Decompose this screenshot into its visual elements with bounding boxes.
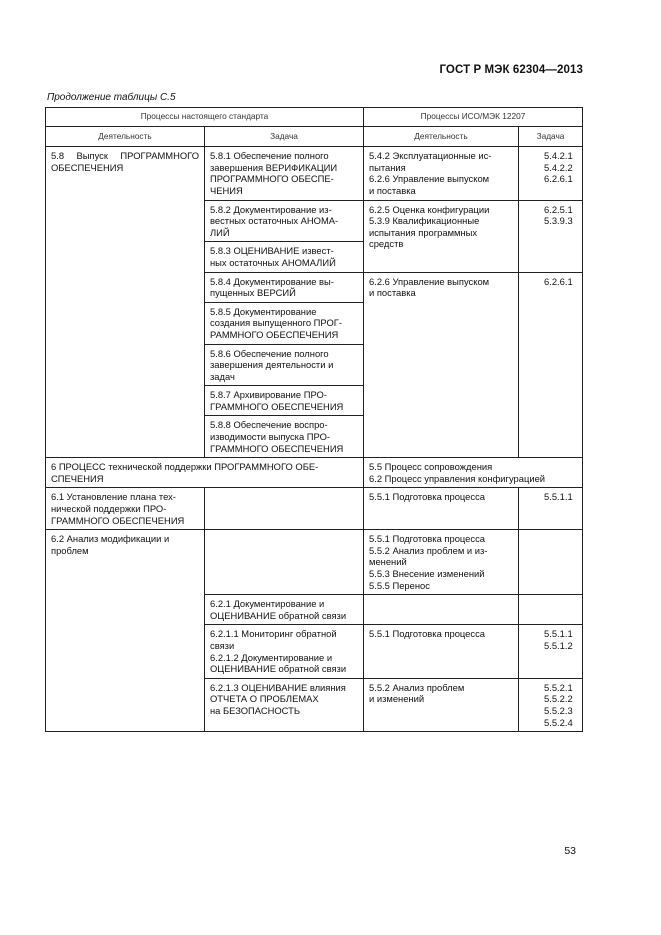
table-row: [46, 488, 583, 530]
column-header-activity: Деятельность: [46, 126, 205, 147]
group-header-standard: Процессы настоящего стандарта: [46, 108, 364, 127]
iso-activity-cell: 6.2.6 Управление выпуском и поставка: [364, 272, 519, 458]
iso-task-cell: 5.5.1.1: [519, 488, 583, 530]
task-cell: 6.2.1 Документирование и ОЦЕНИВАНИЕ обратной связи: [205, 595, 364, 625]
task-cell: 5.8.6 Обеспечение полного завершения деятельности и задач: [205, 344, 364, 386]
column-header-task: Задача: [205, 126, 364, 147]
column-header-iso-task: Задача: [519, 126, 583, 147]
group-header-iso: Процессы ИСО/МЭК 12207: [364, 108, 583, 127]
iso-activity-cell: 5.5.1 Подготовка процесса: [364, 488, 519, 530]
activity-cell: 6.2 Анализ модификации и проблем: [46, 530, 205, 732]
iso-activity-cell: 5.4.2 Эксплуатационные ис- пытания 6.2.6 Управление выпуском и поставка: [364, 147, 519, 200]
iso-task-cell: 5.5.1.1 5.5.1.2: [519, 625, 583, 678]
task-cell: 5.8.4 Документирование вы- пущенных ВЕРСИЙ: [205, 272, 364, 302]
iso-activity-cell: 6.2.5 Оценка конфигурации 5.3.9 Квалификационные испытания программных средств: [364, 200, 519, 272]
iso-activity-cell: 5.5.2 Анализ проблем и изменений: [364, 678, 519, 731]
activity-cell: 6 ПРОЦЕСС технической поддержки ПРОГРАММНОГО ОБЕ- СПЕЧЕНИЯ: [46, 458, 364, 488]
task-cell: 5.8.2 Документирование из- вестных остаточных АНОМА- ЛИЙ: [205, 200, 364, 242]
column-header-iso-activity: Деятельность: [364, 126, 519, 147]
table-group-header-row: [46, 108, 583, 127]
iso-activity-cell: 5.5 Процесс сопровождения 6.2 Процесс управления конфигурацией: [364, 458, 583, 488]
task-cell-empty: [205, 530, 364, 595]
table-row: [46, 530, 583, 595]
task-cell: 5.8.1 Обеспечение полного завершения ВЕРИФИКАЦИИ ПРОГРАММНОГО ОБЕСПЕ- ЧЕНИЯ: [205, 147, 364, 200]
task-cell: 5.8.5 Документирование создания выпущенного ПРОГ- РАММНОГО ОБЕСПЕЧЕНИЯ: [205, 302, 364, 344]
table-row: [46, 147, 583, 200]
iso-task-cell: 6.2.5.1 5.3.9.3: [519, 200, 583, 272]
iso-task-cell: 5.4.2.1 5.4.2.2 6.2.6.1: [519, 147, 583, 200]
iso-activity-cell: 5.5.1 Подготовка процесса: [364, 625, 519, 678]
iso-task-cell-empty: [519, 595, 583, 625]
activity-cell: 6.1 Установление плана тех- нической поддержки ПРО- ГРАММНОГО ОБЕСПЕЧЕНИЯ: [46, 488, 205, 530]
task-cell: 5.8.7 Архивирование ПРО- ГРАММНОГО ОБЕСПЕЧЕНИЯ: [205, 386, 364, 416]
page-number: 53: [564, 845, 576, 857]
table-row: [46, 458, 583, 488]
mapping-table: [45, 107, 583, 732]
task-cell: 6.2.1.3 ОЦЕНИВАНИЕ влияния ОТЧЕТА О ПРОБЛЕМАХ на БЕЗОПАСНОСТЬ: [205, 678, 364, 731]
task-cell: 6.2.1.1 Мониторинг обратной связи 6.2.1.2 Документирование и ОЦЕНИВАНИЕ обратной связи: [205, 625, 364, 678]
iso-activity-cell-empty: [364, 595, 519, 625]
task-cell: 5.8.8 Обеспечение воспро- изводимости выпуска ПРО- ГРАММНОГО ОБЕСПЕЧЕНИЯ: [205, 416, 364, 458]
iso-task-cell: 6.2.6.1: [519, 272, 583, 458]
iso-task-cell: 5.5.2.1 5.5.2.2 5.5.2.3 5.5.2.4: [519, 678, 583, 731]
iso-activity-cell: 5.5.1 Подготовка процесса 5.5.2 Анализ проблем и из- менений 5.5.3 Внесение изменений 5.5.5 Перенос: [364, 530, 519, 595]
iso-task-cell-empty: [519, 530, 583, 595]
table-caption: Продолжение таблицы С.5: [47, 92, 176, 103]
table-column-header-row: [46, 126, 583, 147]
task-cell-empty: [205, 488, 364, 530]
activity-cell: 5.8 Выпуск ПРОГРАММНОГО ОБЕСПЕЧЕНИЯ: [46, 147, 205, 458]
task-cell: 5.8.3 ОЦЕНИВАНИЕ извест- ных остаточных АНОМАЛИЙ: [205, 242, 364, 272]
document-standard-header: ГОСТ Р МЭК 62304—2013: [439, 64, 583, 76]
